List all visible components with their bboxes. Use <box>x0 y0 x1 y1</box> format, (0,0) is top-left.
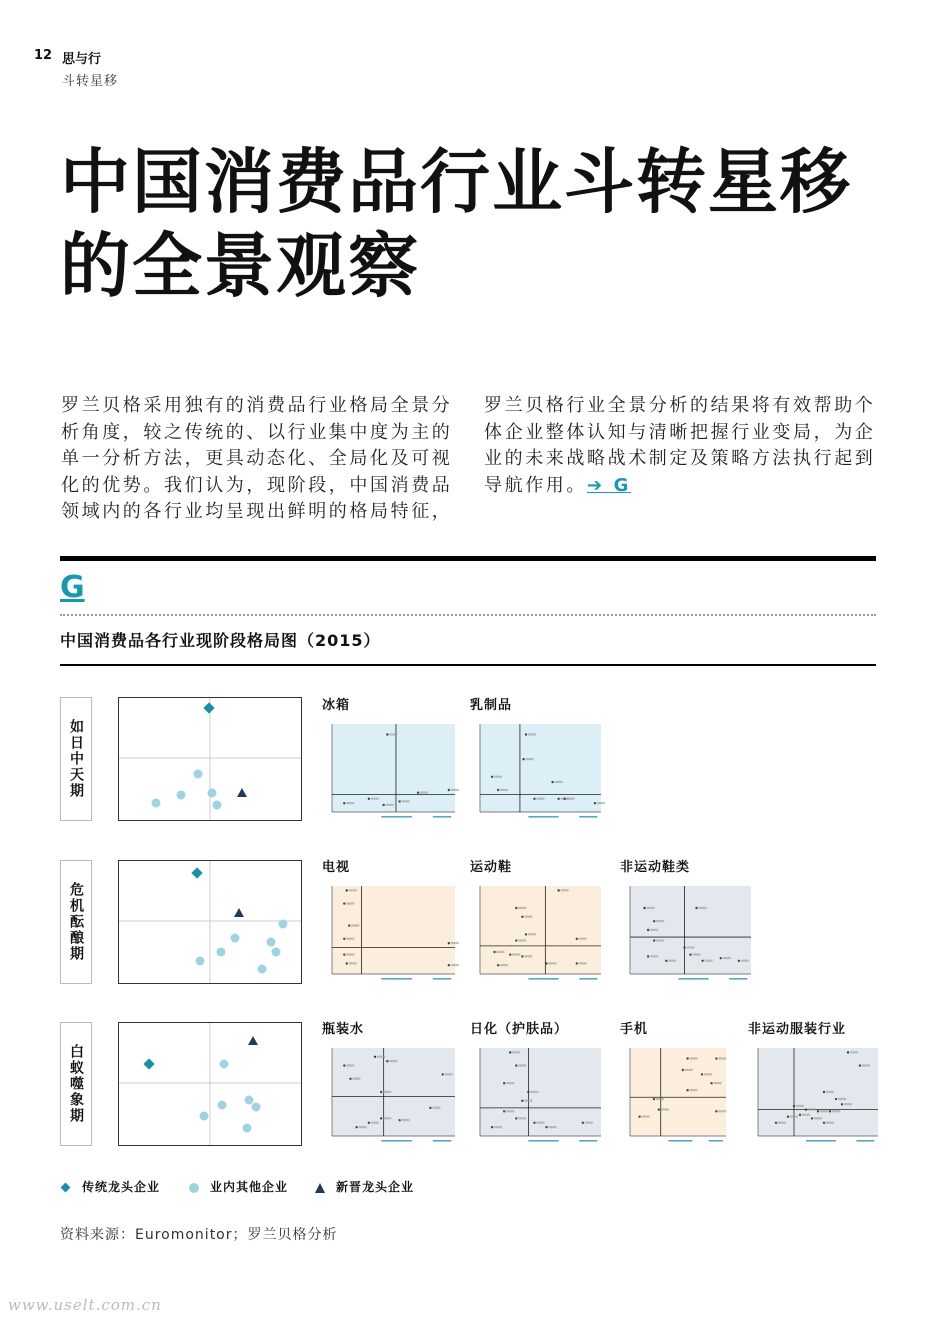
point-label-mark <box>451 964 459 966</box>
intro-column-2 <box>484 393 884 499</box>
data-point <box>497 789 499 791</box>
point-label-mark <box>796 1105 804 1107</box>
legend-new <box>314 1178 414 1195</box>
data-point <box>686 1089 688 1091</box>
point-label-mark <box>389 1060 397 1062</box>
new-leader-marker <box>234 908 244 917</box>
data-point <box>515 907 517 909</box>
data-point <box>710 1082 712 1084</box>
new-leader-marker <box>237 788 247 797</box>
point-label-mark <box>524 916 532 918</box>
other-firm-marker <box>267 938 276 947</box>
row-label-2-text: 危机酝酿期 <box>68 882 84 962</box>
point-label-mark <box>723 957 731 959</box>
traditional-leader-marker <box>143 1058 154 1069</box>
point-label-mark <box>790 1115 798 1117</box>
axis-caption-mark <box>528 978 558 980</box>
point-label-mark <box>814 1117 822 1119</box>
point-label-mark <box>690 1089 698 1091</box>
point-label-mark <box>718 1057 726 1059</box>
data-point <box>398 1119 400 1121</box>
chart-label-tv: 电视 <box>322 860 351 875</box>
intro-column-1: 罗兰贝格采用独有的消费品行业格局全景分析角度，较之传统的、以行业集中度为主的单一分析方法，更具动态化、全局化及可视化的优势。我们认为，现阶段，中国消费品领域内的各行业均呈现出鲜明的格局特征， <box>61 395 453 522</box>
data-point <box>847 1051 849 1053</box>
point-label-mark <box>778 1122 786 1124</box>
other-firm-marker <box>231 934 240 943</box>
data-point <box>594 802 596 804</box>
row-label-2 <box>60 860 92 984</box>
page-number: 12 <box>34 48 53 63</box>
point-label-mark <box>524 955 532 957</box>
point-label-mark <box>346 902 354 904</box>
axis-caption-mark <box>433 978 451 980</box>
mini-chart-apparel <box>748 1044 880 1144</box>
row-label-1 <box>60 697 92 821</box>
other-firm-marker <box>243 1124 252 1133</box>
data-point <box>643 907 645 909</box>
data-point <box>448 789 450 791</box>
other-firm-marker <box>196 957 205 966</box>
diamond-icon <box>60 1182 72 1194</box>
point-label-mark <box>512 953 520 955</box>
legend-new-text: 新晋龙头企业 <box>336 1180 415 1194</box>
chart-label-nonsports-shoes: 非运动鞋类 <box>620 860 691 875</box>
mini-chart-skincare <box>470 1044 603 1144</box>
chart-label-skincare: 日化（护肤品） <box>470 1022 569 1037</box>
axis-caption-mark <box>806 1140 836 1142</box>
point-label-mark <box>661 1108 669 1110</box>
data-point <box>368 798 370 800</box>
data-point <box>647 929 649 931</box>
data-point <box>564 798 566 800</box>
data-point <box>525 933 527 935</box>
point-label-mark <box>686 946 694 948</box>
chart-label-phone: 手机 <box>620 1022 649 1037</box>
data-point <box>775 1122 777 1124</box>
point-label-mark <box>718 1110 726 1112</box>
other-firm-marker <box>252 1103 261 1112</box>
point-label-mark <box>518 1064 526 1066</box>
data-point <box>448 964 450 966</box>
title-line-2: 的全景观察 <box>60 225 420 307</box>
data-point <box>343 902 345 904</box>
axis-caption-mark <box>381 978 412 980</box>
point-label-mark <box>579 962 587 964</box>
subsection-name: 斗转星移 <box>62 74 119 89</box>
other-firm-marker <box>213 801 222 810</box>
data-point <box>448 942 450 944</box>
data-point <box>689 953 691 955</box>
figure-title: 中国消费品各行业现阶段格局图（2015） <box>60 631 381 650</box>
data-point <box>841 1103 843 1105</box>
data-point <box>799 1114 801 1116</box>
data-point <box>515 1117 517 1119</box>
figure-reference-link[interactable] <box>587 475 631 496</box>
point-label-mark <box>402 1119 410 1121</box>
data-point <box>503 1110 505 1112</box>
data-point <box>380 1091 382 1093</box>
traditional-leader-marker <box>203 702 214 713</box>
point-label-mark <box>451 942 459 944</box>
data-point <box>701 960 703 962</box>
data-point <box>805 1108 807 1110</box>
point-label-mark <box>494 776 502 778</box>
point-label-mark <box>685 1069 693 1071</box>
chart-label-dairy: 乳制品 <box>470 698 513 713</box>
schematic-2-svg <box>119 861 301 983</box>
point-label-mark <box>389 733 397 735</box>
point-label-mark <box>526 758 534 760</box>
other-firm-marker <box>245 1096 254 1105</box>
data-point <box>545 962 547 964</box>
point-label-mark <box>359 1126 367 1128</box>
data-point <box>343 953 345 955</box>
point-label-mark <box>826 1122 834 1124</box>
point-label-mark <box>597 802 605 804</box>
data-point <box>343 1064 345 1066</box>
chart-label-bottled-water: 瓶装水 <box>322 1022 365 1037</box>
data-point <box>823 1091 825 1093</box>
row-label-1-text: 如日中天期 <box>68 719 84 799</box>
other-firm-marker <box>272 948 281 957</box>
point-label-mark <box>699 907 707 909</box>
legend-traditional-text: 传统龙头企业 <box>82 1180 161 1194</box>
axis-caption-mark <box>579 816 597 818</box>
schematic-1-svg <box>119 698 301 820</box>
chart-label-sports-shoes: 运动鞋 <box>470 860 513 875</box>
point-label-mark <box>690 1057 698 1059</box>
data-point <box>683 946 685 948</box>
point-label-mark <box>656 1098 664 1100</box>
point-label-mark <box>451 789 459 791</box>
data-point <box>343 938 345 940</box>
data-point <box>429 1107 431 1109</box>
point-label-mark <box>838 1098 846 1100</box>
point-label-mark <box>585 1122 593 1124</box>
point-label-mark <box>524 1100 532 1102</box>
point-label-mark <box>579 938 587 940</box>
section-divider <box>60 556 876 561</box>
point-label-mark <box>351 924 359 926</box>
data-point <box>509 953 511 955</box>
point-label-mark <box>528 733 536 735</box>
data-point <box>346 889 348 891</box>
data-point <box>442 1073 444 1075</box>
axis-caption-mark <box>433 816 451 818</box>
point-label-mark <box>346 953 354 955</box>
data-point <box>521 955 523 957</box>
data-point <box>493 951 495 953</box>
data-point <box>522 758 524 760</box>
point-label-mark <box>528 933 536 935</box>
plot-background <box>332 724 455 812</box>
data-point <box>576 938 578 940</box>
point-label-mark <box>506 1082 514 1084</box>
point-label-mark <box>377 1056 385 1058</box>
data-point <box>653 1098 655 1100</box>
mini-chart-sports-shoes <box>470 882 603 982</box>
intro-column-2-text: 罗兰贝格行业全景分析的结果将有效帮助个体企业整体认知与清晰把握行业变局，为企业的未来战略战术制定及策略方法执行起到导航作用。 <box>484 395 876 496</box>
point-label-mark <box>506 1110 514 1112</box>
dotted-divider <box>60 614 876 616</box>
data-point <box>398 800 400 802</box>
data-point <box>521 1100 523 1102</box>
axis-caption-mark <box>729 978 747 980</box>
data-point <box>638 1115 640 1117</box>
plot-background <box>630 1048 726 1136</box>
axis-caption-mark <box>579 1140 597 1142</box>
other-firm-marker <box>217 948 226 957</box>
point-label-mark <box>500 789 508 791</box>
data-point <box>682 1069 684 1071</box>
legend-others-text: 业内其他企业 <box>210 1180 289 1194</box>
data-point <box>658 1108 660 1110</box>
point-label-mark <box>518 1117 526 1119</box>
point-label-mark <box>536 798 544 800</box>
mini-chart-fridge <box>322 720 457 820</box>
page-title <box>60 140 890 308</box>
data-point <box>349 1078 351 1080</box>
axis-caption-mark <box>678 978 708 980</box>
axis-caption-mark <box>381 1140 412 1142</box>
traditional-leader-marker <box>191 867 202 878</box>
axis-caption-mark <box>856 1140 874 1142</box>
data-point <box>386 733 388 735</box>
data-point <box>686 1057 688 1059</box>
point-label-mark <box>850 1051 858 1053</box>
point-label-mark <box>352 1078 360 1080</box>
point-label-mark <box>561 889 569 891</box>
data-point <box>533 798 535 800</box>
data-point <box>647 955 649 957</box>
point-label-mark <box>820 1110 828 1112</box>
data-point <box>503 1082 505 1084</box>
point-label-mark <box>371 798 379 800</box>
data-point <box>582 1122 584 1124</box>
point-label-mark <box>346 802 354 804</box>
mini-chart-nonsports-shoes <box>620 882 753 982</box>
point-label-mark <box>647 907 655 909</box>
data-point <box>715 1057 717 1059</box>
point-label-mark <box>693 953 701 955</box>
other-firm-marker <box>258 965 267 974</box>
row-label-3 <box>60 1022 92 1146</box>
schematic-quadrant-3 <box>118 1022 302 1146</box>
point-label-mark <box>656 920 664 922</box>
data-point <box>787 1115 789 1117</box>
point-label-mark <box>808 1108 816 1110</box>
data-point <box>793 1105 795 1107</box>
other-firm-marker <box>194 770 203 779</box>
data-point <box>348 924 350 926</box>
data-point <box>491 776 493 778</box>
data-point <box>859 1064 861 1066</box>
chart-label-apparel: 非运动服装行业 <box>748 1022 847 1037</box>
point-label-mark <box>349 962 357 964</box>
point-label-mark <box>832 1110 840 1112</box>
circle-icon <box>188 1182 200 1194</box>
axis-caption-mark <box>528 1140 558 1142</box>
title-line-1: 中国消费品行业斗转星移 <box>60 141 852 223</box>
data-point <box>525 733 527 735</box>
point-label-mark <box>512 1051 520 1053</box>
data-point <box>527 1091 529 1093</box>
point-label-mark <box>549 962 557 964</box>
data-point <box>738 960 740 962</box>
axis-caption-mark <box>381 816 412 818</box>
point-label-mark <box>432 1107 440 1109</box>
axis-caption-mark <box>668 1140 692 1142</box>
data-point <box>557 889 559 891</box>
data-point <box>823 1122 825 1124</box>
data-point <box>515 1064 517 1066</box>
data-point <box>346 962 348 964</box>
arrow-right-icon: ➔ <box>587 474 605 496</box>
data-point <box>509 1051 511 1053</box>
other-firm-marker <box>218 1101 227 1110</box>
point-label-mark <box>705 960 713 962</box>
plot-background <box>480 886 601 974</box>
data-point <box>665 960 667 962</box>
data-point <box>343 802 345 804</box>
legend-others <box>188 1178 288 1195</box>
data-point <box>417 791 419 793</box>
data-point <box>811 1117 813 1119</box>
point-label-mark <box>386 804 394 806</box>
point-label-mark <box>536 1122 544 1124</box>
schematic-3-svg <box>119 1023 301 1145</box>
mini-chart-dairy <box>470 720 603 820</box>
source-note: 资料来源：Euromonitor；罗兰贝格分析 <box>60 1227 338 1243</box>
schematic-quadrant-1 <box>118 697 302 821</box>
mini-chart-bottled-water <box>322 1044 457 1144</box>
figure-title-divider <box>60 664 876 666</box>
data-point <box>835 1098 837 1100</box>
data-point <box>701 1073 703 1075</box>
point-label-mark <box>567 798 575 800</box>
figure-letter: G <box>60 570 85 605</box>
data-point <box>557 798 559 800</box>
data-point <box>715 1110 717 1112</box>
point-label-mark <box>650 955 658 957</box>
point-label-mark <box>371 1122 379 1124</box>
data-point <box>653 939 655 941</box>
point-label-mark <box>349 889 357 891</box>
chart-label-fridge: 冰箱 <box>322 698 351 713</box>
row-label-3-text: 白蚁噬象期 <box>68 1044 84 1124</box>
data-point <box>368 1122 370 1124</box>
point-label-mark <box>445 1073 453 1075</box>
point-label-mark <box>383 1091 391 1093</box>
axis-caption-mark <box>433 1140 451 1142</box>
point-label-mark <box>642 1115 650 1117</box>
data-point <box>497 964 499 966</box>
point-label-mark <box>500 964 508 966</box>
point-label-mark <box>844 1103 852 1105</box>
other-firm-marker <box>200 1112 209 1121</box>
data-point <box>491 1126 493 1128</box>
point-label-mark <box>714 1082 722 1084</box>
point-label-mark <box>497 951 505 953</box>
mini-chart-phone <box>620 1044 728 1144</box>
point-label-mark <box>650 929 658 931</box>
point-label-mark <box>656 939 664 941</box>
point-label-mark <box>802 1114 810 1116</box>
point-label-mark <box>383 1117 391 1119</box>
axis-caption-mark <box>709 1140 723 1142</box>
point-label-mark <box>420 791 428 793</box>
data-point <box>829 1110 831 1112</box>
other-firm-marker <box>220 1060 229 1069</box>
point-label-mark <box>346 938 354 940</box>
point-label-mark <box>518 939 526 941</box>
data-point <box>720 957 722 959</box>
data-point <box>817 1110 819 1112</box>
data-point <box>515 939 517 941</box>
point-label-mark <box>704 1073 712 1075</box>
data-point <box>386 1060 388 1062</box>
point-label-mark <box>862 1064 870 1066</box>
triangle-icon <box>314 1182 326 1194</box>
data-point <box>374 1056 376 1058</box>
point-label-mark <box>494 1126 502 1128</box>
plot-background <box>332 886 455 974</box>
new-leader-marker <box>248 1036 258 1045</box>
other-firm-marker <box>152 799 161 808</box>
watermark: www.uselt.com.cn <box>8 1296 162 1314</box>
other-firm-marker <box>177 791 186 800</box>
data-point <box>545 1126 547 1128</box>
point-label-mark <box>741 960 749 962</box>
data-point <box>533 1122 535 1124</box>
legend-traditional <box>60 1178 160 1195</box>
other-firm-marker <box>279 920 288 929</box>
data-point <box>521 916 523 918</box>
data-point <box>576 962 578 964</box>
data-point <box>653 920 655 922</box>
point-label-mark <box>668 960 676 962</box>
point-label-mark <box>555 781 563 783</box>
axis-caption-mark <box>528 816 558 818</box>
point-label-mark <box>518 907 526 909</box>
data-point <box>380 1117 382 1119</box>
axis-caption-mark <box>579 978 597 980</box>
data-point <box>695 907 697 909</box>
schematic-quadrant-2 <box>118 860 302 984</box>
data-point <box>551 781 553 783</box>
figure-reference-letter: G <box>613 474 631 496</box>
other-firm-marker <box>208 789 217 798</box>
point-label-mark <box>549 1126 557 1128</box>
data-point <box>382 804 384 806</box>
data-point <box>355 1126 357 1128</box>
section-name: 思与行 <box>62 52 102 67</box>
point-label-mark <box>402 800 410 802</box>
point-label-mark <box>346 1064 354 1066</box>
point-label-mark <box>530 1091 538 1093</box>
point-label-mark <box>826 1091 834 1093</box>
mini-chart-tv <box>322 882 457 982</box>
